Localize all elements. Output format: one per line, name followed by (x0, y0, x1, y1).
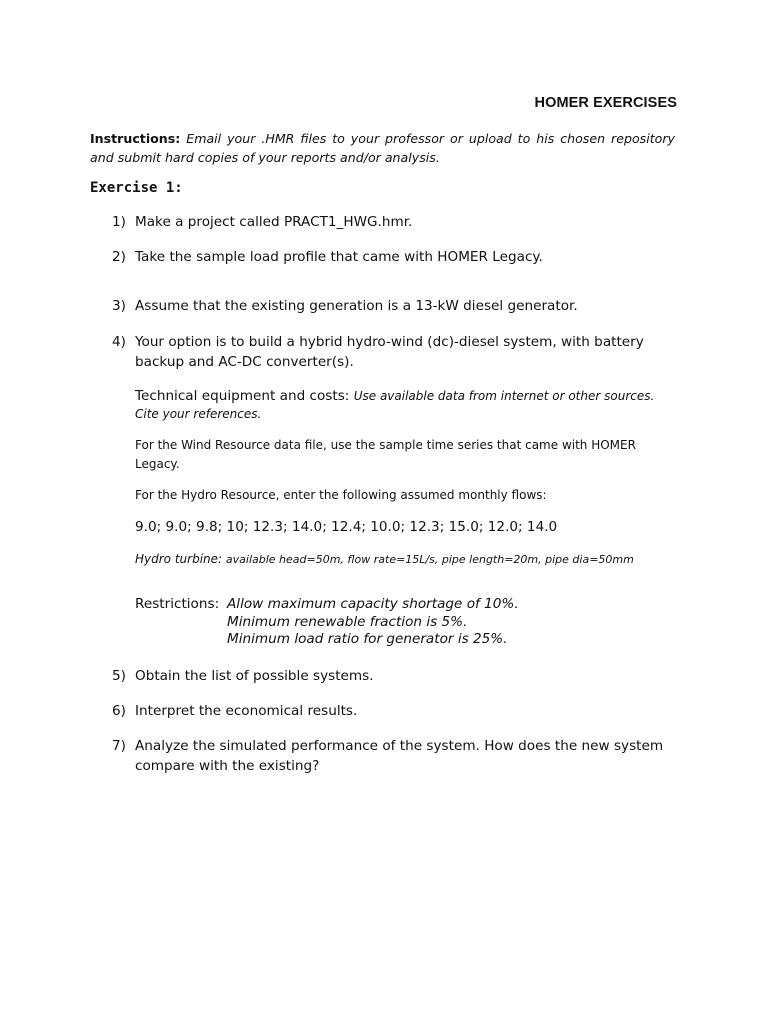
list-item-text: Take the sample load profile that came with HOMER Legacy. (135, 249, 543, 265)
restriction-line: Minimum renewable fraction is 5%. (227, 613, 468, 630)
list-item-text: Interpret the economical results. (135, 703, 358, 719)
instructions-paragraph (90, 130, 675, 167)
list-item-number: 2) (112, 249, 126, 265)
hydro-resource-note: For the Hydro Resource, enter the following assumed monthly flows: (135, 488, 547, 502)
restrictions-label: Restrictions: (135, 596, 220, 612)
instructions-label: Instructions: (90, 131, 181, 146)
restrictions-lines (227, 596, 519, 649)
list-item-number: 1) (112, 214, 126, 230)
technical-paragraph (135, 387, 680, 423)
hydro-turbine-paragraph (135, 550, 680, 569)
list-item-number: 3) (112, 298, 126, 314)
restriction-line: Minimum load ratio for generator is 25%. (227, 631, 508, 647)
instructions-text: Email your .HMR files to your professor or upload to his chosen repository and submit hard copies of your reports and/or analysis. (90, 131, 675, 165)
page-title: HOMER EXERCISES (534, 95, 677, 111)
hydro-turbine-label: Hydro turbine: (135, 552, 223, 566)
list-item-text: Analyze the simulated performance of the system. How does the new system compare with the existing? (135, 738, 664, 774)
list-item-number: 4) (112, 334, 126, 350)
restriction-line: Allow maximum capacity shortage of 10%. (227, 596, 519, 612)
list-item-number: 7) (112, 738, 126, 754)
technical-text: Use available data from internet or other sources. Cite your references. (135, 389, 655, 421)
list-item-number: 6) (112, 703, 126, 719)
technical-label: Technical equipment and costs: (135, 388, 350, 404)
monthly-flows: 9.0; 9.0; 9.8; 10; 12.3; 14.0; 12.4; 10.0; 12.3; 15.0; 12.0; 14.0 (135, 519, 558, 535)
list-item-number: 5) (112, 668, 126, 684)
wind-resource-note: For the Wind Resource data file, use the sample time series that came with HOMER Legacy. (135, 438, 636, 471)
exercise-heading: Exercise 1: (90, 180, 183, 196)
list-item-text: Make a project called PRACT1_HWG.hmr. (135, 214, 413, 230)
list-item-text: Obtain the list of possible systems. (135, 668, 374, 684)
list-item-text: Assume that the existing generation is a 13-kW diesel generator. (135, 298, 578, 314)
list-item-text: Your option is to build a hybrid hydro-wind (dc)-diesel system, with battery backup and AC-DC converter(s). (135, 334, 644, 370)
hydro-turbine-text: available head=50m, flow rate=15L/s, pipe length=20m, pipe dia=50mm (225, 553, 634, 566)
